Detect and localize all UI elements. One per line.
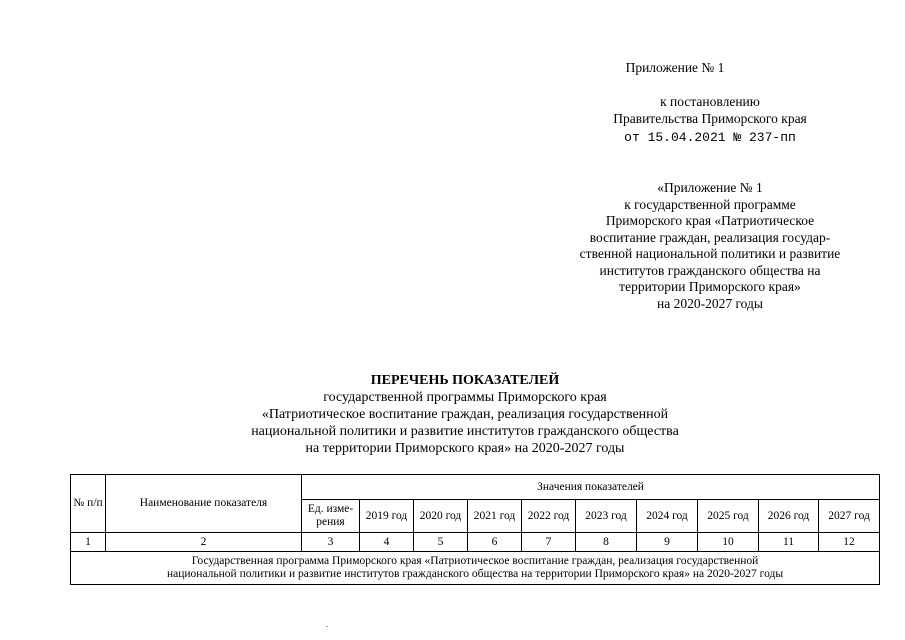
column-number: 3 xyxy=(302,533,360,552)
col-header-year: 2026 год xyxy=(759,500,819,533)
title-line: национальной политики и развитие институтов гражданского общества xyxy=(251,424,679,439)
scan-speck xyxy=(326,626,328,627)
col-header-year: 2022 год xyxy=(522,500,576,533)
column-number: 12 xyxy=(819,533,880,552)
col-header-year: 2027 год xyxy=(819,500,880,533)
document-title xyxy=(200,372,730,457)
column-number: 8 xyxy=(576,533,637,552)
decree-date-number: от 15.04.2021 № 237-пп xyxy=(624,130,796,145)
col-header-year: 2021 год xyxy=(468,500,522,533)
appendix-title xyxy=(560,60,790,77)
col-header-values-group: Значения показателей xyxy=(302,475,880,500)
program-appendix-line: Приморского края «Патриотическое xyxy=(605,213,815,228)
program-title-cell xyxy=(71,552,880,585)
program-appendix-line: «Приложение № 1 xyxy=(657,180,763,195)
col-header-year: 2023 год xyxy=(576,500,637,533)
col-header-year: 2024 год xyxy=(637,500,698,533)
column-number: 2 xyxy=(106,533,302,552)
col-header-year: 2019 год xyxy=(360,500,414,533)
column-number: 5 xyxy=(414,533,468,552)
appendix-title-text: Приложение № 1 xyxy=(625,60,725,75)
column-number: 1 xyxy=(71,533,106,552)
program-appendix-line: воспитание граждан, реализация государ- xyxy=(589,229,831,245)
title-line: «Патриотическое воспитание граждан, реализация государственной xyxy=(261,407,669,422)
program-appendix-note xyxy=(545,180,875,312)
column-numbers-row xyxy=(71,533,880,552)
col-header-year: 2020 год xyxy=(414,500,468,533)
column-number: 9 xyxy=(637,533,698,552)
column-number: 7 xyxy=(522,533,576,552)
col-header-number: № п/п xyxy=(71,475,106,533)
title-heading: ПЕРЕЧЕНЬ ПОКАЗАТЕЛЕЙ xyxy=(370,373,560,388)
program-appendix-line: ственной национальной политики и развитие xyxy=(579,246,841,261)
table-header-row xyxy=(71,475,880,500)
program-appendix-line: к государственной программе xyxy=(624,196,796,212)
decree-reference xyxy=(560,94,860,147)
decree-line: Правительства Приморского края xyxy=(613,110,807,126)
indicators-table xyxy=(70,474,880,585)
program-title-row xyxy=(71,552,880,585)
column-number: 4 xyxy=(360,533,414,552)
title-line: на территории Приморского края» на 2020-2027 годы xyxy=(305,441,625,456)
column-number: 10 xyxy=(698,533,759,552)
program-title-line: национальной политики и развитие институтов гражданского общества на территории Приморского края» на 2020-2027 годы xyxy=(166,568,784,580)
column-number: 11 xyxy=(759,533,819,552)
program-appendix-line: на 2020-2027 годы xyxy=(657,295,763,311)
column-number: 6 xyxy=(468,533,522,552)
col-header-unit: Ед. изме-рения xyxy=(302,500,360,533)
col-header-indicator-name: Наименование показателя xyxy=(106,475,302,533)
program-title-line: Государственная программа Приморского края «Патриотическое воспитание граждан, реализация государственной xyxy=(191,555,759,567)
program-appendix-line: территории Приморского края» xyxy=(619,279,801,294)
title-line: государственной программы Приморского края xyxy=(323,390,607,405)
decree-line: к постановлению xyxy=(660,94,760,109)
program-appendix-line: институтов гражданского общества на xyxy=(599,262,821,278)
col-header-year: 2025 год xyxy=(698,500,759,533)
